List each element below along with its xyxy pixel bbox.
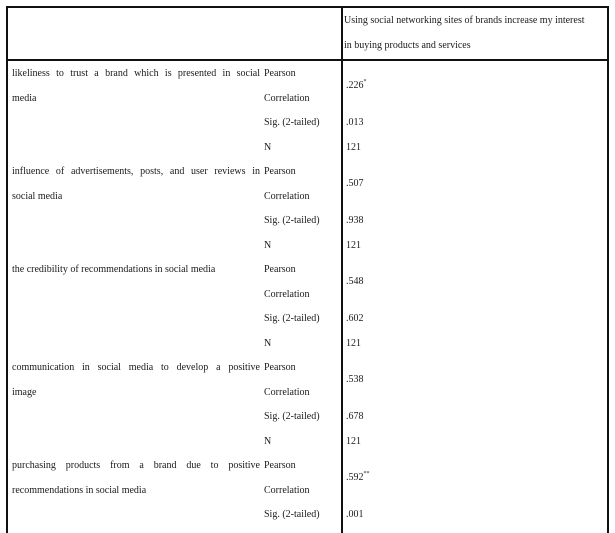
stat-label-n: N [264, 142, 272, 153]
column-header-line1: Using social networking sites of brands increase my interest [344, 15, 585, 26]
stat-label-n: N [264, 240, 272, 251]
table-left-border [6, 6, 8, 533]
stat-label-sig: Sig. (2-tailed) [264, 215, 320, 226]
variable-label-line1: influence of advertisements, posts, and user reviews in [12, 166, 260, 177]
correlation-value [346, 367, 364, 392]
sig-value: .001 [346, 509, 364, 520]
correlation-table [6, 6, 610, 533]
variable-label [12, 61, 260, 111]
variable-label-line1: purchasing products from a brand due to positive [12, 460, 260, 471]
n-value: 121 [346, 436, 361, 447]
n-value: 121 [346, 338, 361, 349]
correlation-value [346, 465, 370, 490]
sig-value: .013 [346, 117, 364, 128]
significance-mark: * [363, 79, 367, 85]
variable-label [12, 453, 260, 503]
column-divider [341, 6, 343, 533]
correlation-value [346, 171, 364, 196]
stat-label-pearson: Pearson [264, 68, 296, 79]
stat-label-sig: Sig. (2-tailed) [264, 313, 320, 324]
stat-label-correlation: Correlation [264, 485, 310, 496]
stat-label-sig: Sig. (2-tailed) [264, 411, 320, 422]
significance-mark: ** [363, 471, 370, 477]
variable-label [12, 257, 260, 282]
correlation-number: .548 [346, 276, 364, 287]
stat-label-pearson: Pearson [264, 460, 296, 471]
sig-value: .938 [346, 215, 364, 226]
stat-label-correlation: Correlation [264, 93, 310, 104]
variable-label-line1: likeliness to trust a brand which is presented in social [12, 68, 260, 79]
variable-label [12, 355, 260, 405]
n-value: 121 [346, 240, 361, 251]
variable-label-line1: communication in social media to develop a positive [12, 362, 260, 373]
column-header [344, 8, 607, 58]
variable-label-line2: recommendations in social media [12, 485, 147, 496]
stat-label-correlation: Correlation [264, 191, 310, 202]
correlation-value [346, 73, 367, 98]
variable-label-line2: image [12, 387, 37, 398]
column-header-line2: in buying products and services [344, 40, 471, 51]
stat-label-correlation: Correlation [264, 387, 310, 398]
stat-label-sig: Sig. (2-tailed) [264, 117, 320, 128]
stat-label-pearson: Pearson [264, 166, 296, 177]
variable-label [12, 159, 260, 209]
table-right-border [607, 6, 609, 533]
correlation-number: .592 [346, 472, 364, 483]
variable-label-line2: media [12, 93, 37, 104]
n-value: 121 [346, 142, 361, 153]
correlation-number: .226 [346, 80, 364, 91]
stat-label-n: N [264, 436, 272, 447]
correlation-value [346, 269, 364, 294]
correlation-number: .538 [346, 374, 364, 385]
sig-value: .602 [346, 313, 364, 324]
variable-label-line2: social media [12, 191, 63, 202]
variable-label-line1: the credibility of recommendations in social media [12, 264, 216, 275]
stat-label-pearson: Pearson [264, 264, 296, 275]
sig-value: .678 [346, 411, 364, 422]
stat-label-n: N [264, 338, 272, 349]
stat-label-pearson: Pearson [264, 362, 296, 373]
stat-label-correlation: Correlation [264, 289, 310, 300]
stat-label-sig: Sig. (2-tailed) [264, 509, 320, 520]
correlation-number: .507 [346, 178, 364, 189]
